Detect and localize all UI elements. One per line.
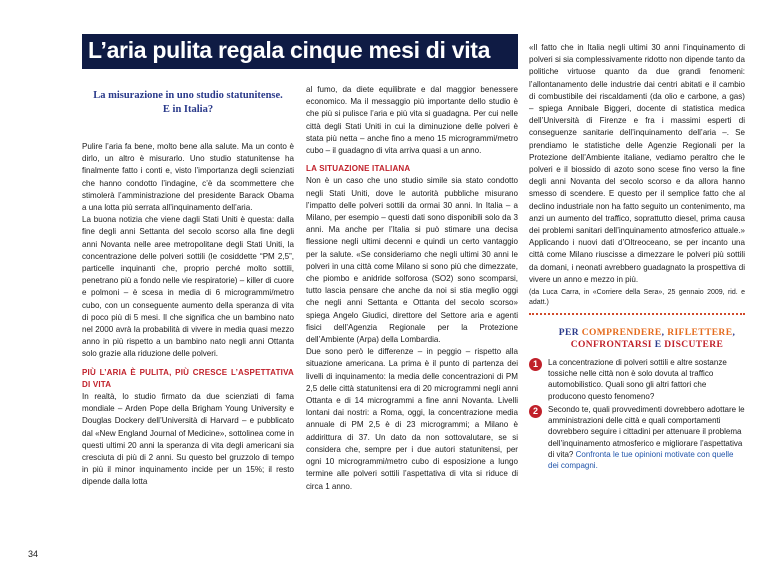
paragraph: La buona notizia che viene dagli Stati Uniti è questa: dalla fine degli anni Settanta del secolo scorso alla fine degli anni Novanta nelle aree metropolitane degli Stati Uniti, la concentrazione delle polveri sottili (le cosiddette “PM 2,5”, particelle inquinanti che, proprio perché molto sottili, penetrano più a fondo nelle vie respiratorie) – killer di cuore e polmoni – è scesa in media di 6 microgrammi/metro cubo, con un conseguente aumento della speranza di vita di poco più di 5 mesi. Il che significa che un bambino nato nel 2000 avrà la probabilità di vivere in media quasi mezzo anno in più rispetto a un bambino nato negli anni Ottanta solo grazie alla riduzione delle polveri. — [82, 215, 294, 359]
heading-word: DISCUTERE — [664, 340, 724, 350]
number-badge: 1 — [529, 358, 542, 371]
page-title: L’aria pulita regala cinque mesi di vita — [88, 37, 491, 63]
column-2 — [306, 84, 518, 493]
page-number: 34 — [28, 549, 39, 559]
subheading-line-1: La misurazione in uno studio statunitense. — [93, 90, 283, 101]
column-1 — [82, 141, 294, 489]
paragraph: «Il fatto che in Italia negli ultimi 30 anni l’inquinamento di polveri si sia complessivamente ridotto non dipende tanto da politiche virtuose quanto da due grandi fenomeni: l’allontanamento delle industrie dai centri abitati e il cambio di combustibile dei riscaldamenti (da olio e carbone, a gas) – spiega Annibale Biggeri, docente di statistica medica dell’Università di Firenze e fra i massimi esperti di conseguenze sanitarie dell’inquinamento dell’aria –. Se prendiamo le statistiche delle Agenzie Regionali per la Protezione dell’Ambiente italiane, vediamo peraltro che le polveri e il biossido di azoto sono scese fino verso la fine degli anni Novanta del secolo scorso e da allora hanno smesso di scendere. E questo per il semplice fatto che al declino industriale non ha fatto seguito un contenimento, ma anzi un aumento del traffico, soprattutto diesel, prima causa dei problemi sanitari dell’inquinamento atmosferico attuale.» Applicando i nuovi dati d’Oltreoceano, se per incanto una città come Milano riuscisse a dimezzare le polveri più sottili da domani, i neonati avrebbero guadagnato la prospettiva di vivere un anno e mezzo in più. — [529, 43, 745, 284]
heading-word: COMPRENDERE — [581, 328, 662, 338]
subheading — [82, 89, 294, 116]
section-heading: PIÙ L’ARIA È PULITA, PIÙ CRESCE L’ASPETTATIVA DI VITA — [82, 367, 294, 389]
question-text: Secondo te, quali provvedimenti dovrebbero adottare le amministrazioni delle città e quali comportamenti dovrebbero seguire i cittadini per attenuare il problema dell’inquinamento atmosferico e migliorare l’aspettativa di vita? — [548, 405, 745, 459]
activity-heading: PER COMPRENDERE, RIFLETTERE, CONFRONTARSI E DISCUTERE — [558, 328, 736, 350]
column-3 — [529, 42, 745, 308]
heading-word: PER — [558, 328, 579, 338]
question-text: La concentrazione di polveri sottili e altre sostanze tossiche nelle città non è solo dovuta al traffico automobilistico. Quali sono gli altri fattori che producono questo fenomeno? — [548, 358, 727, 401]
paragraph: Non è un caso che uno studio simile sia stato condotto negli Stati Uniti, dove le autorità pubbliche misurano l’impatto delle polveri sottili da ormai 30 anni. In Italia – a Milano, per esempio – questi dati sono disponibili solo da 3 anni. Ma anche per l’Italia si può stimare una decisa flessione negli ultimi decenni e quindi un certo vantaggio per la salute. «Se consideriamo che negli ultimi 30 anni le polveri in una città come Milano si sono più che dimezzate, che piombo e anidride solforosa (SO2) sono scomparsi, tutto lascia pensare che anche da noi si stia meglio oggi che negli anni Settanta e Ottanta del secolo scorso» spiega Angelo Giudici, direttore del Settore aria e agenti fisici dell’Agenzia Regionale per la Protezione dell’Ambiente (Arpa) della Lombardia. — [306, 176, 518, 345]
section-heading: LA SITUAZIONE ITALIANA — [306, 164, 411, 174]
question-followup: Confronta le tue opinioni motivate con quelle dei compagni. — [548, 449, 734, 471]
question-1 — [529, 357, 745, 402]
paragraph: Due sono però le differenze – in peggio – rispetto alla situazione americana. La prima è il punto di partenza dei livelli di inquinamento: la media delle concentrazioni di PM 2,5 delle città statunitensi era di 20 microgrammi negli anni Ottanta e di 14 microgrammi a fine anni Novanta. Livelli lontani dai nostri: a Roma, oggi, la concentrazione media annuale di PM 2,5 è di 23 microgrammi; a Milano è addirittura di 37. Un dato da non sottovalutare, se si considera che, sempre per i due autori statunitensi, per ogni 10 microgrammi/metro cubo di esposizione a lungo termine alle polveri sottili l’aspettativa di vita si riduce di circa 1 anno. — [306, 347, 518, 491]
paragraph: Pulire l’aria fa bene, molto bene alla salute. Ma un conto è dirlo, un altro è misurarlo. Uno studio statunitense ha finalmente fatto i conti e, visto l’importanza degli scienziati che hanno condotto l’indagine, c’è da scommettere che stimolerà l’amministrazione del presidente Barack Obama a una lotta più serrata all’inquinamento dell’aria. — [82, 142, 294, 213]
subheading-line-2: E in Italia? — [162, 103, 214, 115]
heading-word: E — [654, 340, 662, 350]
heading-word: RIFLETTERE — [667, 328, 733, 338]
source-note: (da Luca Carra, in «Corriere della Sera», 25 gennaio 2009, rid. e adatt.) — [529, 289, 745, 307]
dotted-divider — [529, 313, 745, 315]
paragraph: al fumo, da diete equilibrate e dal maggior benessere economico. Ma il messaggio più importante dello studio è che più si pulisce l’aria e più vita si guadagna. Per cui nelle città degli Stati Uniti in cui la diminuzione delle polveri è stata più netta – anche fino a meno 15 microgrammi/metro cubo – il guadagno di vita arriva quasi a un anno. — [306, 85, 518, 156]
number-badge: 2 — [529, 405, 542, 418]
title-bar — [82, 34, 518, 69]
question-2 — [529, 404, 745, 471]
paragraph: In realtà, lo studio firmato da due scienziati di fama mondiale – Arden Pope della Brigham Young University e Douglas Dockery dell’Università di Harvard – e pubblicato dal «New England Journal of Medicine», sottolinea come in questi ultimi 20 anni la speranza di vita degli americani sia cresciuta di più di 2 anni. Su questo bel gruzzolo di tempo in più il minor inquinamento incide per un 15%; il resto dipende dalla lotta — [82, 392, 294, 487]
heading-word: CONFRONTARSI — [570, 340, 652, 350]
